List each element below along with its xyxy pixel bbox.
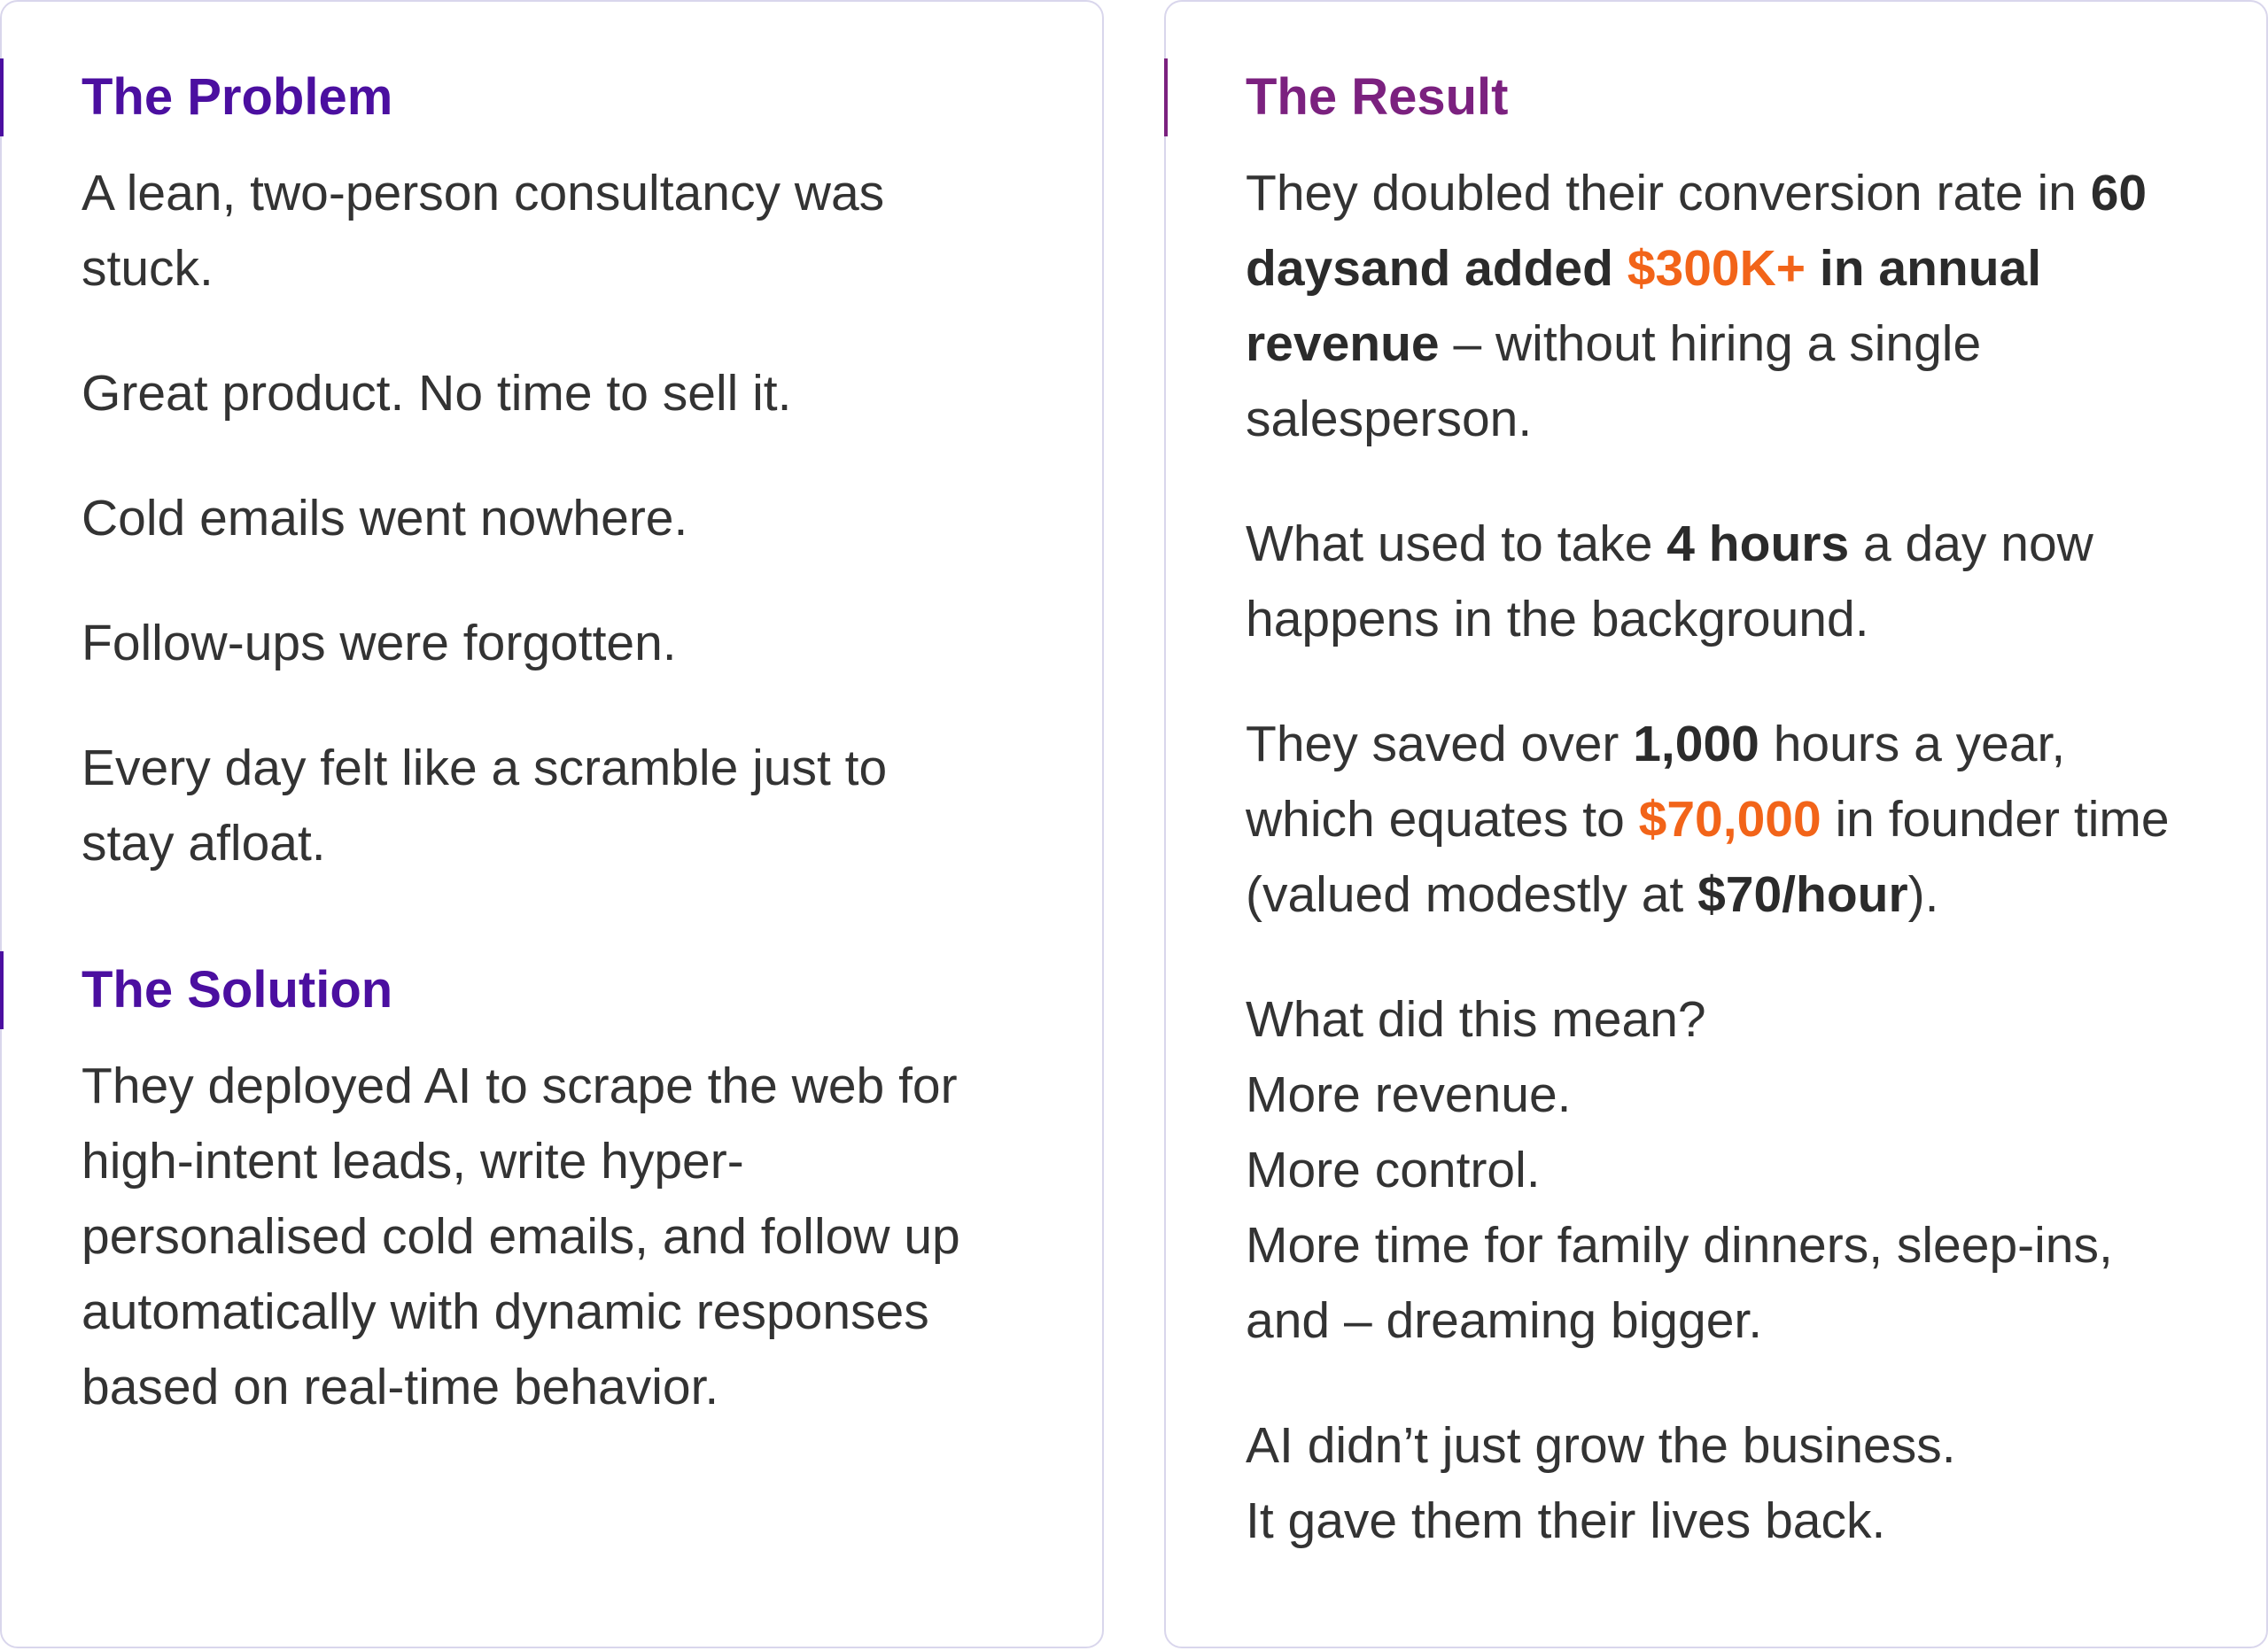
result-line: More time for family dinners, sleep-ins, and – dreaming bigger. bbox=[1246, 1217, 2113, 1349]
result-paragraph-savings bbox=[1246, 707, 2186, 933]
result-bold-annual-revenue: in annual revenue bbox=[1246, 240, 2042, 372]
result-paragraph-hours bbox=[1246, 507, 2186, 657]
problem-section bbox=[2, 58, 1102, 881]
problem-paragraph: Follow-ups were forgotten. bbox=[82, 615, 677, 671]
result-body bbox=[1246, 156, 2186, 1559]
result-line: It gave them their lives back. bbox=[1246, 1492, 1886, 1549]
result-heading: The Result bbox=[1246, 68, 1509, 126]
result-line: What did this mean? bbox=[1246, 991, 1706, 1048]
result-line: AI didn’t just grow the business. bbox=[1246, 1417, 1956, 1474]
result-text: – without hiring a single salesperson. bbox=[1246, 315, 1982, 447]
result-text: in founder time (valued modestly at bbox=[1246, 791, 2170, 923]
result-heading-row bbox=[1166, 58, 2266, 136]
result-line: More revenue. bbox=[1246, 1066, 1572, 1123]
result-text: They saved over bbox=[1246, 716, 1634, 772]
result-text: What used to take bbox=[1246, 515, 1667, 572]
problem-paragraph: A lean, two-person consultancy was stuck. bbox=[82, 165, 885, 297]
solution-paragraph: They deployed AI to scrape the web for high-intent leads, write hyper-personalised cold emails, and follow up automatically with dynamic responses based on real-time behavior. bbox=[82, 1058, 960, 1415]
solution-accent-bar bbox=[0, 951, 4, 1029]
solution-section bbox=[2, 951, 1102, 1425]
problem-heading: The Problem bbox=[82, 68, 393, 126]
result-text: ). bbox=[1907, 866, 1939, 923]
problem-paragraph: Great product. No time to sell it. bbox=[82, 365, 792, 422]
problem-paragraph: Cold emails went nowhere. bbox=[82, 490, 688, 546]
solution-body bbox=[82, 1049, 969, 1425]
result-highlight-founder-value: $70,000 bbox=[1638, 791, 1821, 848]
result-text: a day now happens in the background. bbox=[1246, 515, 2093, 647]
problem-paragraph: Every day felt like a scramble just to stay afloat. bbox=[82, 740, 888, 872]
result-line: More control. bbox=[1246, 1142, 1541, 1198]
result-accent-bar bbox=[1164, 58, 1168, 136]
problem-heading-row bbox=[2, 58, 1102, 136]
problem-body bbox=[82, 156, 969, 881]
problem-solution-card bbox=[0, 0, 1104, 1648]
result-section bbox=[1166, 58, 2266, 1559]
result-paragraph-conversion bbox=[1246, 156, 2186, 457]
problem-accent-bar bbox=[0, 58, 4, 136]
result-text: They doubled their conversion rate in bbox=[1246, 165, 2091, 221]
result-highlight-revenue: $300K+ bbox=[1627, 240, 1806, 297]
solution-heading-row bbox=[2, 951, 1102, 1029]
result-paragraph-meaning bbox=[1246, 982, 2186, 1359]
result-bold-hourly-rate: $70/hour bbox=[1697, 866, 1908, 923]
result-text: hours a year, which equates to bbox=[1246, 716, 2066, 848]
result-paragraph-closing bbox=[1246, 1408, 2186, 1559]
result-card bbox=[1164, 0, 2268, 1648]
result-bold-hours-saved: 1,000 bbox=[1633, 716, 1759, 772]
result-bold-days: 60 daysand added bbox=[1246, 165, 2148, 297]
result-bold-hours: 4 hours bbox=[1666, 515, 1850, 572]
solution-heading: The Solution bbox=[82, 961, 393, 1019]
